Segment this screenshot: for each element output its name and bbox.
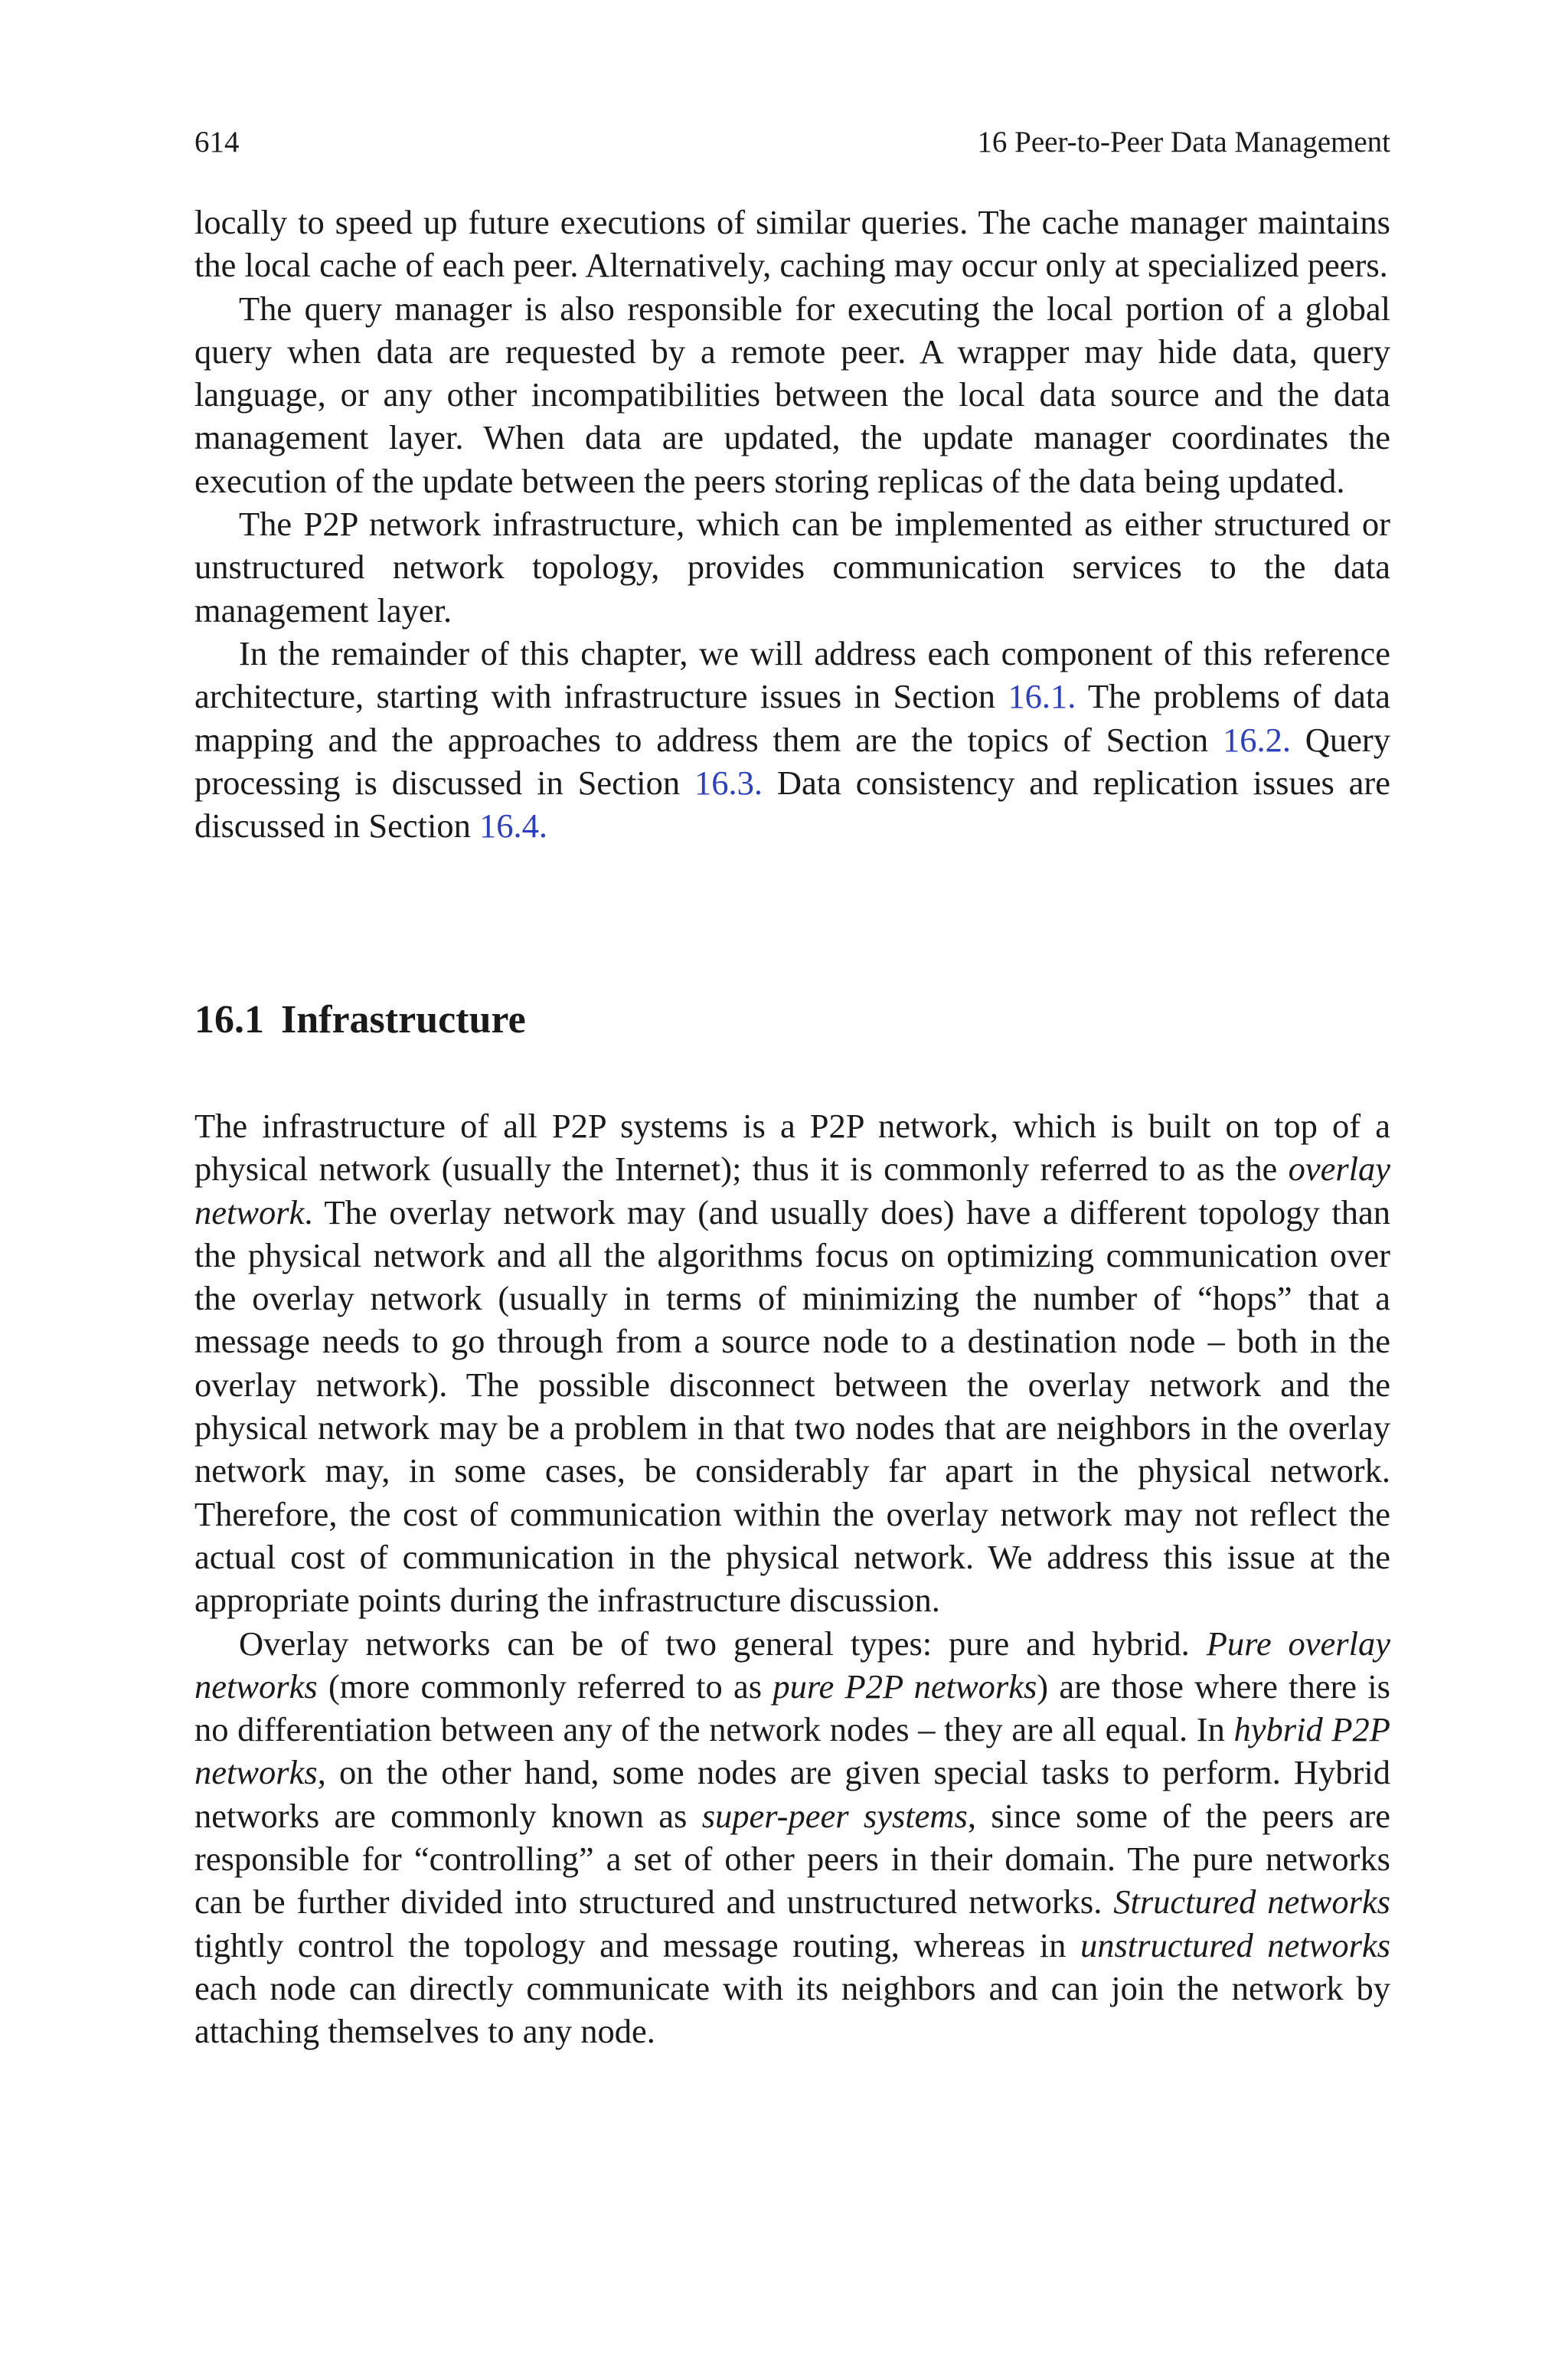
term-super-peer-systems: super-peer systems: [701, 1796, 968, 1835]
outline-text-2: The problems of data mapping and the approaches to address them are the topics of Section: [194, 677, 1390, 759]
section-ref-16-3[interactable]: 16.3.: [694, 763, 763, 802]
section-number: 16.1: [194, 998, 264, 1042]
types-text-1: Overlay networks can be of two general types: pure and hybrid.: [239, 1624, 1207, 1663]
intro-text-block: [194, 201, 1390, 847]
term-pure-overlay-networks: Pure overlay networks: [194, 1624, 1390, 1706]
running-header: [194, 124, 1390, 161]
overlay-text-1: The infrastructure of all P2P systems is a P2P network, which is built on top of a physical network (usually the Internet); thus it is commonly referred to as the: [194, 1107, 1390, 1189]
section-text-block: [194, 1104, 1390, 2053]
types-text-4: , on the other hand, some nodes are given special tasks to perform. Hybrid networks are commonly known as: [194, 1753, 1390, 1835]
outline-text-3: Query processing is discussed in Section: [194, 720, 1390, 802]
overlay-text-2: . The overlay network may (and usually does) have a different topology than the physical network and all the algorithms focus on optimizing communication over the overlay network (usually in terms of minimizing the number of “hops” that a message needs to go through from a source node to a destination node – both in the overlay network). The possible disconnect between the overlay network and the physical network may be a problem in that two nodes that are neighbors in the overlay network may, in some cases, be considerably far apart in the physical network. Therefore, the cost of communication within the overlay network may not reflect the actual cost of communication in the physical network. We address this issue at the appropriate points during the infrastructure discussion.: [194, 1192, 1390, 1620]
term-structured-networks: Structured networks: [1113, 1882, 1390, 1922]
term-overlay-network: overlay network: [194, 1150, 1390, 1232]
term-unstructured-networks: unstructured networks: [1080, 1925, 1390, 1964]
outline-text-4: Data consistency and replication issues are discussed in Section: [194, 763, 1390, 846]
types-text-5: , since some of the peers are responsible for “controlling” a set of other peers in their domain. The pure networks can be further divided into structured and unstructured networks.: [194, 1796, 1391, 1922]
paragraph-caching: locally to speed up future executions of similar queries. The cache manager maintains the local cache of each peer. Alternatively, caching may occur only at specialized peers.: [194, 203, 1390, 285]
outline-text-1: In the remainder of this chapter, we will address each component of this reference architecture, starting with infrastructure issues in Section: [194, 633, 1390, 716]
paragraph-overlay-types: [194, 1622, 1390, 2053]
types-text-6: tightly control the topology and message routing, whereas in: [194, 1925, 1080, 1964]
page-number: 614: [194, 126, 240, 159]
section-ref-16-4[interactable]: 16.4.: [479, 806, 548, 846]
paragraph-chapter-outline: [194, 632, 1390, 847]
section-ref-16-1[interactable]: 16.1.: [1008, 677, 1076, 716]
term-hybrid-p2p-networks: hybrid P2P networks: [194, 1710, 1390, 1792]
paragraph-network-infrastructure: The P2P network infrastructure, which can be implemented as either structured or unstructured network topology, provides communication services to the data management layer.: [194, 505, 1390, 630]
section-heading: [194, 996, 526, 1045]
term-pure-p2p-networks: pure P2P networks: [773, 1667, 1037, 1706]
paragraph-query-manager: The query manager is also responsible for executing the local portion of a global query when data are requested by a remote peer. A wrapper may hide data, query language, or any other incompatibilities between the local data source and the data management layer. When data are updated, the update manager coordinates the execution of the update between the peers storing replicas of the data being updated.: [194, 289, 1390, 500]
types-text-2: (more commonly referred to as: [317, 1667, 773, 1706]
types-text-7: each node can directly communicate with its neighbors and can join the network by attaching themselves to any node.: [194, 1968, 1390, 2051]
running-title: 16 Peer-to-Peer Data Management: [977, 126, 1390, 159]
section-title: Infrastructure: [281, 998, 526, 1042]
types-text-3: ) are those where there is no differentiation between any of the network nodes – they are all equal. In: [194, 1667, 1390, 1749]
section-ref-16-2[interactable]: 16.2.: [1222, 720, 1291, 759]
paragraph-overlay-network: [194, 1104, 1390, 1622]
